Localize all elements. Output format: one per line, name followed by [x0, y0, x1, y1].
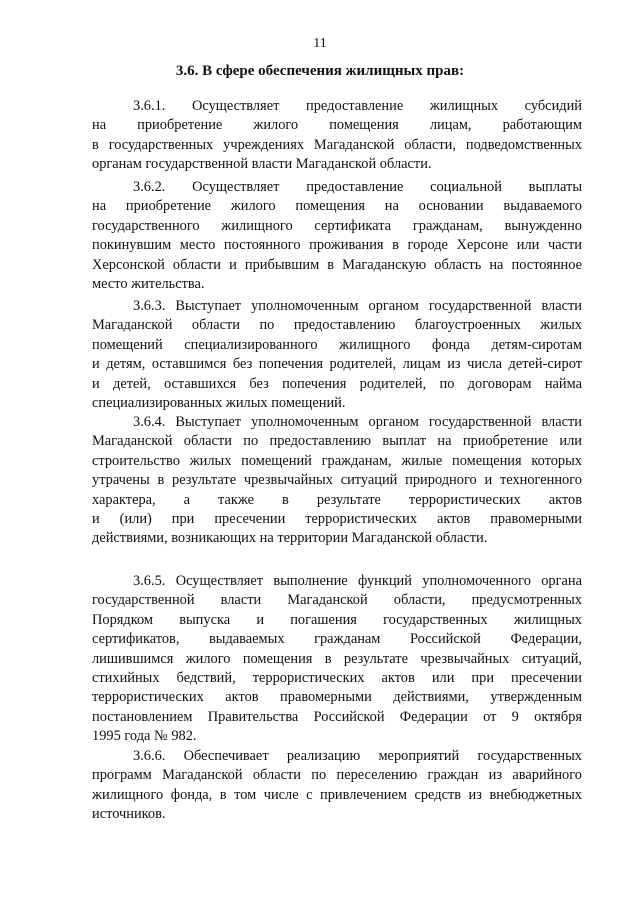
paragraph-line: помещений специализированного жилищного фонда детям-сиротам [92, 336, 582, 353]
paragraph-3-6-2 [92, 178, 582, 294]
paragraph-line: 3.6.4. Выступает уполномоченным органом государственной власти [133, 414, 582, 430]
section-heading: 3.6. В сфере обеспечения жилищных прав: [175, 63, 465, 79]
paragraph-line: программ Магаданской области по переселению граждан из аварийного [92, 767, 582, 784]
paragraph-line: место жительства. [92, 276, 205, 293]
paragraph-line: Магаданской области по предоставлению благоустроенных жилых [92, 317, 582, 334]
paragraph-3-6-4 [92, 413, 582, 549]
page-number: 11 [313, 36, 327, 51]
paragraph-line: 3.6.2. Осуществляет предоставление социальной выплаты [133, 179, 582, 195]
paragraph-3-6-6 [92, 747, 582, 825]
paragraph-line: 3.6.3. Выступает уполномоченным органом государственной власти [133, 298, 582, 314]
paragraph-line: государственной власти Магаданской области, предусмотренных [92, 592, 582, 609]
paragraph-3-6-1 [92, 97, 582, 175]
paragraph-line: источников. [92, 806, 166, 823]
paragraph-line: на приобретение жилого помещения лицам, работающим [92, 117, 582, 134]
paragraph-line: и детей, оставшихся без попечения родителей, по договорам найма [92, 375, 582, 392]
paragraph-line: 3.6.5. Осуществляет выполнение функций уполномоченного органа [133, 573, 582, 589]
paragraph-line: лишившимся жилого помещения в результате чрезвычайных ситуаций, [92, 650, 582, 667]
paragraph-line: покинувшим место постоянного проживания в городе Херсоне или части [92, 237, 582, 254]
paragraph-line: 3.6.1. Осуществляет предоставление жилищных субсидий [133, 98, 582, 114]
paragraph-line: и (или) при пресечении террористических актов правомерными [92, 511, 582, 528]
paragraph-line: строительство жилых помещений гражданам, жилые помещения которых [92, 452, 582, 469]
paragraph-line: террористических актов правомерными действиями, утвержденным [92, 689, 582, 706]
paragraph-line: государственного жилищного сертификата гражданам, вынужденно [92, 217, 582, 234]
paragraph-line: жилищного фонда, в том числе с привлечением средств из внебюджетных [92, 786, 582, 803]
paragraph-line: действиями, возникающих на территории Магаданской области. [92, 530, 488, 547]
paragraph-line: на приобретение жилого помещения на основании выдаваемого [92, 198, 582, 215]
paragraph-line: Порядком выпуска и погашения государственных жилищных [92, 611, 582, 628]
paragraph-line: специализированных жилых помещений. [92, 395, 346, 412]
paragraph-line: и детям, оставшимся без попечения родителей, лицам из числа детей-сирот [92, 356, 582, 373]
paragraph-line: Магаданской области по предоставлению выплат на приобретение или [92, 433, 582, 450]
paragraph-line: утрачены в результате чрезвычайных ситуаций природного и техногенного [92, 472, 582, 489]
paragraph-line: органам государственной власти Магаданской области. [92, 156, 432, 173]
paragraph-line: 3.6.6. Обеспечивает реализацию мероприятий государственных [133, 748, 582, 764]
paragraph-line: стихийных бедствий, террористических актов или при пресечении [92, 670, 582, 687]
paragraph-line: 1995 года № 982. [92, 728, 197, 745]
paragraph-line: Херсонской области и прибывшим в Магаданскую область на постоянное [92, 256, 582, 273]
paragraph-line: характера, а также в результате террористических актов [92, 491, 582, 508]
paragraph-line: в государственных учреждениях Магаданской области, подведомственных [92, 136, 582, 153]
paragraph-line: сертификатов, выдаваемых гражданам Российской Федерации, [92, 631, 582, 648]
paragraph-line: постановлением Правительства Российской Федерации от 9 октября [92, 708, 582, 725]
paragraph-3-6-3 [92, 297, 582, 413]
paragraph-3-6-5 [92, 572, 582, 747]
